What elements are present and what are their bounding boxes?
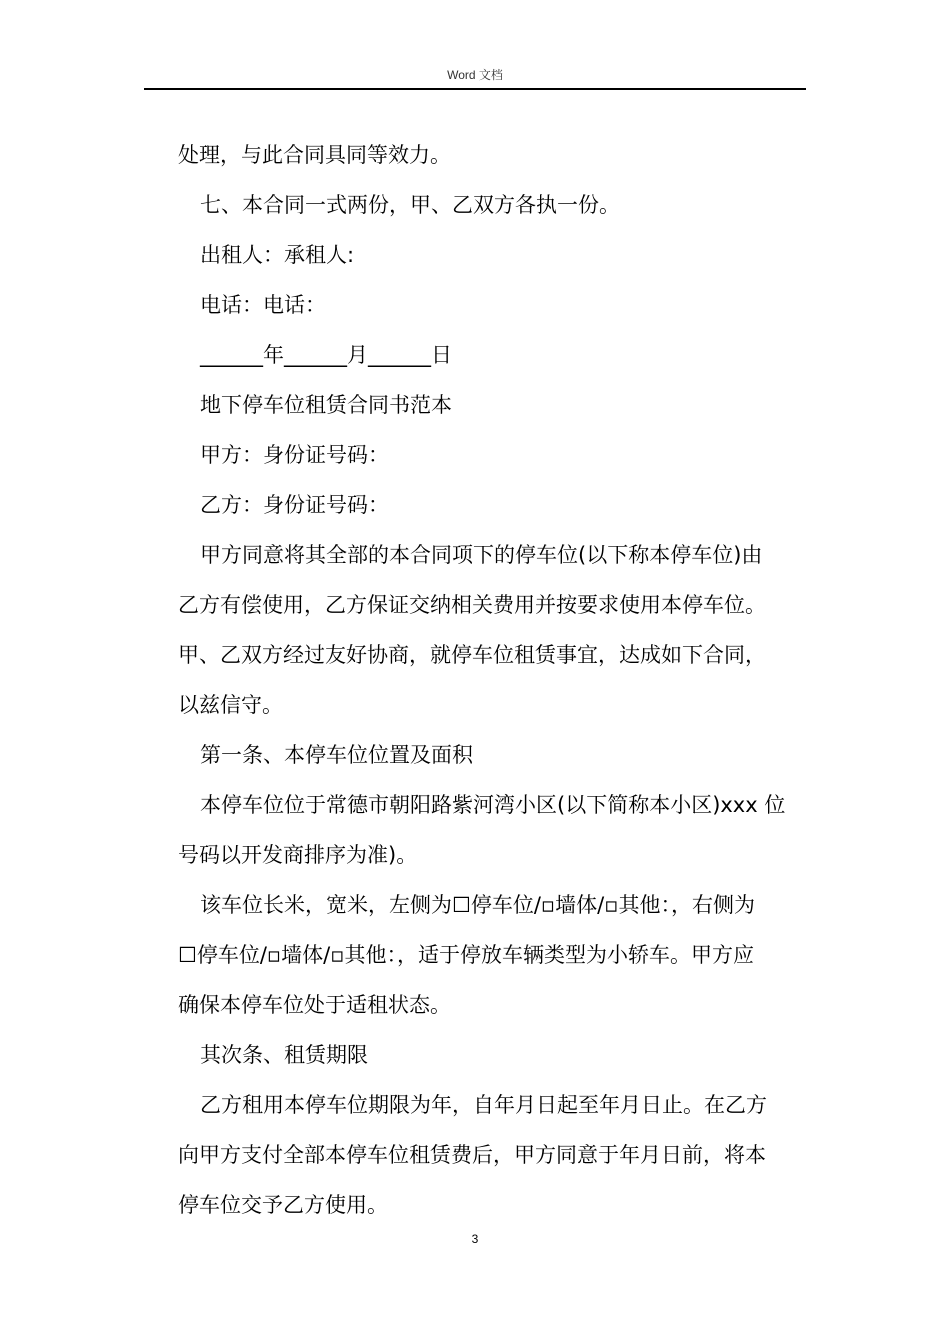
date-line: ______年______月______日: [200, 343, 452, 367]
paragraph-line: 以兹信守。: [178, 693, 283, 717]
paragraph-line: 乙方有偿使用，乙方保证交纳相关费用并按要求使用本停车位。: [178, 593, 766, 617]
party-b-line: 乙方：身份证号码：: [200, 493, 389, 517]
header-title: Word 文档: [447, 68, 503, 82]
section-heading: 第一条、本停车位位置及面积: [200, 743, 473, 767]
header-divider: [144, 88, 806, 90]
paragraph-line: 停车位交予乙方使用。: [178, 1193, 388, 1217]
paragraph-line: 甲、乙双方经过友好协商，就停车位租赁事宜，达成如下合同，: [178, 643, 766, 667]
paragraph-line: 该车位长米，宽米，左侧为☐停车位/▫墙体/▫其他：，右侧为: [200, 893, 755, 917]
page-number: 3: [471, 1232, 479, 1246]
paragraph-line: 甲方同意将其全部的本合同项下的停车位(以下称本停车位)由: [200, 543, 763, 567]
paragraph-line: 号码以开发商排序为准)。: [178, 843, 418, 867]
paragraph-line: 出租人：承租人:: [200, 243, 355, 267]
party-a-line: 甲方：身份证号码：: [200, 443, 389, 467]
paragraph-line: 处理，与此合同具同等效力。: [178, 143, 451, 167]
paragraph-line: ☐停车位/▫墙体/▫其他：，适于停放车辆类型为小轿车。甲方应: [178, 943, 754, 967]
paragraph-line: 七、本合同一式两份，甲、乙双方各执一份。: [200, 193, 620, 217]
document-body: [178, 130, 806, 1230]
paragraph-line: 电话：电话：: [200, 293, 326, 317]
paragraph-line: 确保本停车位处于适租状态。: [178, 993, 451, 1017]
section-heading: 其次条、租赁期限: [200, 1043, 368, 1067]
paragraph-line: 本停车位位于常德市朝阳路紫河湾小区(以下简称本小区)xxx 位: [200, 793, 786, 817]
paragraph-line: 乙方租用本停车位期限为年，自年月日起至年月日止。在乙方: [200, 1093, 767, 1117]
document-title: 地下停车位租赁合同书范本: [200, 393, 452, 417]
paragraph-line: 向甲方支付全部本停车位租赁费后，甲方同意于年月日前，将本: [178, 1143, 766, 1167]
